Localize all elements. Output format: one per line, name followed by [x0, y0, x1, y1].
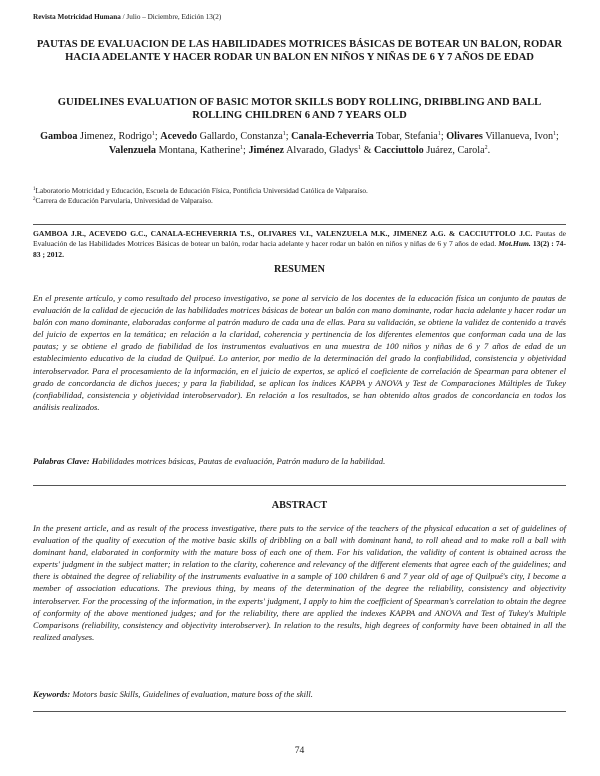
citation [33, 229, 566, 260]
keywords-label: Palabras Clave: H [33, 456, 99, 466]
citation-authors: GAMBOA J.R., ACEVEDO G.C., CANALA-ECHEVERRIA T.S., OLIVARES V.I., VALENZUELA M.K., JIMENEZ A.G. & CACCIUTTOLO J.C. [33, 229, 533, 238]
keywords-text: abilidades motrices básicas, Pautas de evaluación, Patrón maduro de la habilidad. [98, 456, 386, 466]
resumen-body: En el presente artículo, y como resultado del proceso investigativo, se pone al servicio de los docentes de la educación física un conjunto de pautas de evaluación de la calidad de ejecución de las habilidades motrices básicas de botear un balón con mano dominante, rodar hacia adelante y hacer rodar un balón con mano dominante, elaboradas conforme al patrón maduro de cada una de ellas. Para su validación, se obtiene la validez de contenido a través del juicio de expertos en la temática; en relación a la claridad, coherencia y pertinencia de los diferentes elementos que conforman cada una de las pautas; y se obtiene el grado de fiabilidad de los instrumentos evaluativos en una muestra de 100 niños y niñas de 6 y 7 años de edad de un establecimiento educativo de la ciudad de Quilpué. Lo anterior, por medio de la determinación del grado la confiabilidad, consistencia y objetividad interobservador. Para el procesamiento de la información, en el juicio de expertos, se aplicó el coeficiente de correlación de Spearman para obtener el grado de concordancia de dichos jueces; y para la fiabilidad, se aplican los índices KAPPA y ANOVA y Test de Comparaciones Múltiples de Tukey (confiabilidad, consistencia y objetividad interobservador). En relación a los resultados, se han obtenido altos grados de concordancia en todos los análisis realizados. [33, 293, 566, 412]
journal-name: Revista Motricidad Humana [33, 13, 121, 21]
author: Cacciuttolo Juárez, Carola$^2$. [373, 144, 491, 156]
affiliations [33, 186, 368, 206]
author: Canala-Echeverria Tobar, Stefania$^1$; [291, 131, 447, 142]
title-english: GUIDELINES EVALUATION OF BASIC MOTOR SKILLS BODY ROLLING, DRIBBLING AND BALL ROLLING CHILDREN 6 AND 7 YEARS OLD [57, 97, 542, 122]
citation-title: Pautas de Evaluación de las Habilidades Motrices Básicas de botear un balón, rodar hacia adelante y hacer rodar un balón en niños y niñas de 6 y 7 años de edad. [33, 229, 566, 249]
abstract-heading: ABSTRACT [271, 500, 328, 511]
keywords-label: Keywords: [33, 689, 71, 699]
author: Olivares Villanueva, Ivon$^1$; [446, 131, 559, 142]
citation-journal: Mot.Hum. [498, 239, 531, 249]
divider-bottom [33, 711, 566, 712]
author: Acevedo Gallardo, Constanza$^1$; [160, 131, 292, 142]
resumen-heading: RESUMEN [274, 264, 325, 275]
abstract-keywords [33, 689, 566, 699]
divider-middle [33, 485, 566, 486]
abstract-body: In the present article, and as result of the process investigative, there puts to the service of the teachers of the physical education a set of guidelines of evaluation of the quality of execution of the motive basic skills of dribbling on a ball with dominant hand, to roll ahead and to make roll a ball with dominant hand, elaborated in conformity with the mature boss of each one of them. For his validation, the validity of content is obtained across the experts' judgment in the subject matter; in relation to the clarity, coherence and relevancy of the different elements that agree each of the guidelines; and there is obtained the degree of reliability of the instruments evaluative in a sample of 100 children 6 and 7 year old of age of Quilpué's city, I become a member of association educations. The previous thing, by means of the determination of the degree the reliability, consistency and objectivity interobserver. For the processing of the information, in the experts' judgment, I apply to him the coefficient of Spearman's correlation to obtain the degree of conformity of the above mentioned judges; and for the reliability, there are applied the indexes KAPPA and ANOVA and Test of Tukey's Multiple Comparisons (reliability, consistency and objectivity interobserver). In relation to the results, high degrees of conformity have been obtained in all the realized analyses. [33, 523, 566, 642]
title-spanish: PAUTAS DE EVALUACION DE LAS HABILIDADES MOTRICES BÁSICAS DE BOTEAR UN BALON, RODAR HACIA ADELANTE Y HACER RODAR UN BALON EN NIÑOS Y NIÑAS DE 6 Y 7 AÑOS DE EDAD [36, 39, 563, 64]
issue-info: / Julio – Diciembre, Edición 13(2) [120, 13, 222, 21]
author-list [33, 130, 566, 157]
affiliation-2: $^2$Carrera de Educación Parvularia, Universidad de Valparaíso. [33, 196, 213, 205]
resumen-keywords [33, 456, 566, 466]
affiliation-1: $^1$Laboratorio Motricidad y Educación, Escuela de Educación Física, Pontificia Universidad Católica de Valparaíso. [33, 186, 368, 195]
keywords-text: Motors basic Skills, Guidelines of evaluation, mature boss of the skill. [70, 689, 313, 699]
author: Gamboa Jimenez, Rodrigo$^1$; [40, 131, 161, 142]
author: Jiménez Alvarado, Gladys$^1$ & [248, 144, 374, 156]
citation-volume: 13(2) : 74-83 ; 2012. [33, 239, 567, 259]
divider-top [33, 224, 566, 225]
running-head [33, 13, 221, 21]
author: Valenzuela Montana, Katherine$^1$; [108, 144, 249, 156]
page-number: 74 [294, 745, 305, 756]
